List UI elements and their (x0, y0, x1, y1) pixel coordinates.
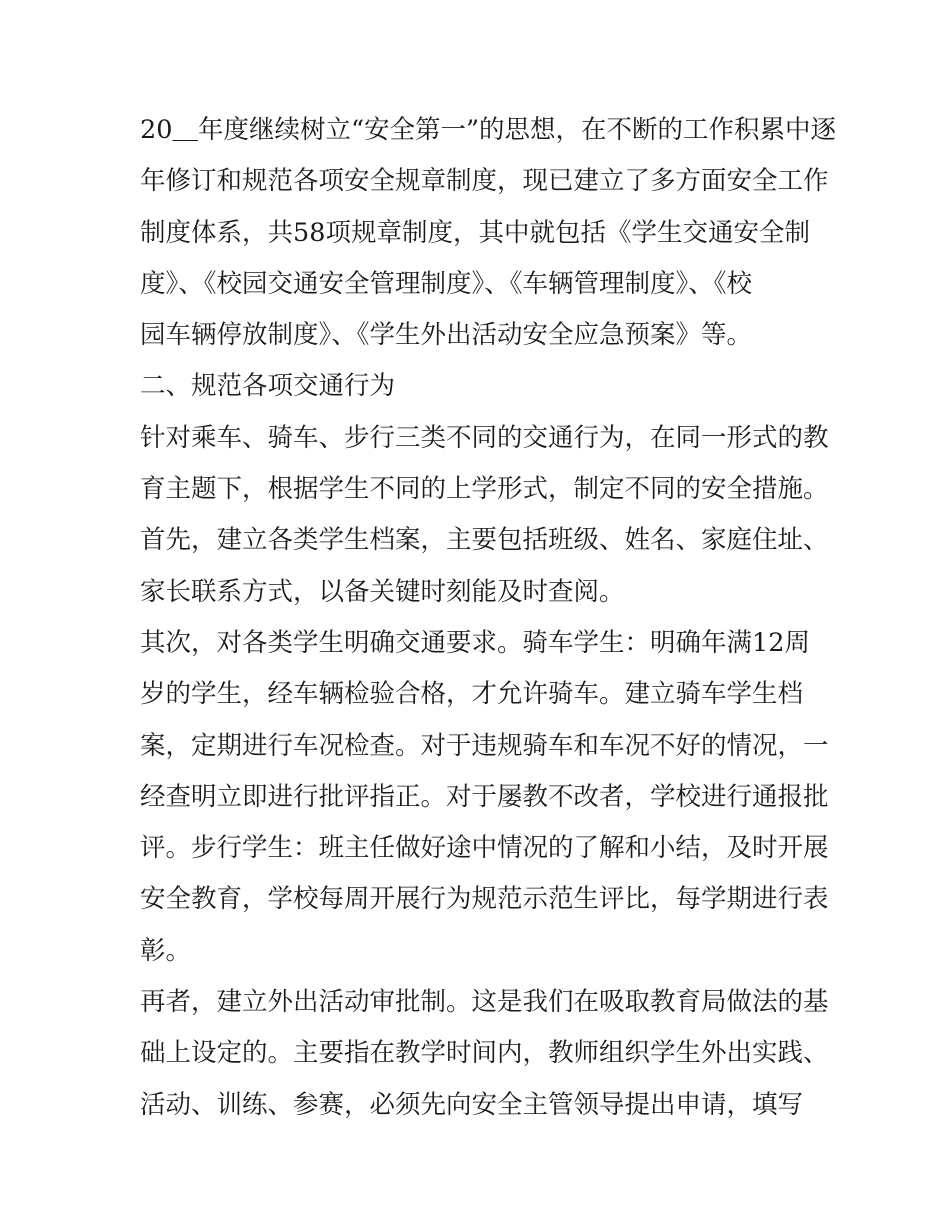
text-line: 其次，对各类学生明确交通要求。骑车学生：明确年满12周 (140, 627, 810, 658)
text-line: 再者，建立外出活动审批制。这是我们在吸取教育局做法的基 (140, 987, 829, 1018)
section-heading: 二、规范各项交通行为 (140, 371, 396, 402)
text-line: 安全教育，学校每周开展行为规范示范生评比，每学期进行表 (140, 884, 829, 915)
text-line: 育主题下，根据学生不同的上学形式，制定不同的安全措施。 (140, 474, 829, 505)
text-line: 彰。 (140, 935, 192, 966)
document-body (140, 105, 837, 1131)
text-line: 首先，建立各类学生档案，主要包括班级、姓名、家庭住址、 (140, 525, 829, 556)
text-line: 针对乘车、骑车、步行三类不同的交通行为，在同一形式的教 (140, 422, 829, 453)
text-line: 年修订和规范各项安全规章制度，现已建立了多方面安全工作 (140, 166, 829, 197)
text-line: 岁的学生，经车辆检验合格，才允许骑车。建立骑车学生档 (140, 679, 804, 710)
text-line: 制度体系，共58项规章制度，其中就包括《学生交通安全制 (140, 217, 810, 248)
text-line: 经查明立即进行批评指正。对于屡教不改者，学校进行通报批 (140, 781, 829, 812)
text-line: 园车辆停放制度》、《学生外出活动安全应急预案》等。 (140, 320, 753, 351)
text-line: 度》、《校园交通安全管理制度》、《车辆管理制度》、《校 (140, 268, 753, 299)
text-line: 础上设定的。主要指在教学时间内，教师组织学生外出实践、 (140, 1038, 829, 1069)
text-line: 评。步行学生：班主任做好途中情况的了解和小结，及时开展 (140, 833, 829, 864)
text-line: 活动、训练、参赛，必须先向安全主管领导提出申请，填写 (140, 1089, 804, 1120)
text-line: 家长联系方式，以备关键时刻能及时查阅。 (140, 576, 625, 607)
text-line: 20＿年度继续树立“安全第一”的思想，在不断的工作积累中逐 (140, 115, 837, 145)
text-line: 案，定期进行车况检查。对于违规骑车和车况不好的情况，一 (140, 730, 829, 761)
